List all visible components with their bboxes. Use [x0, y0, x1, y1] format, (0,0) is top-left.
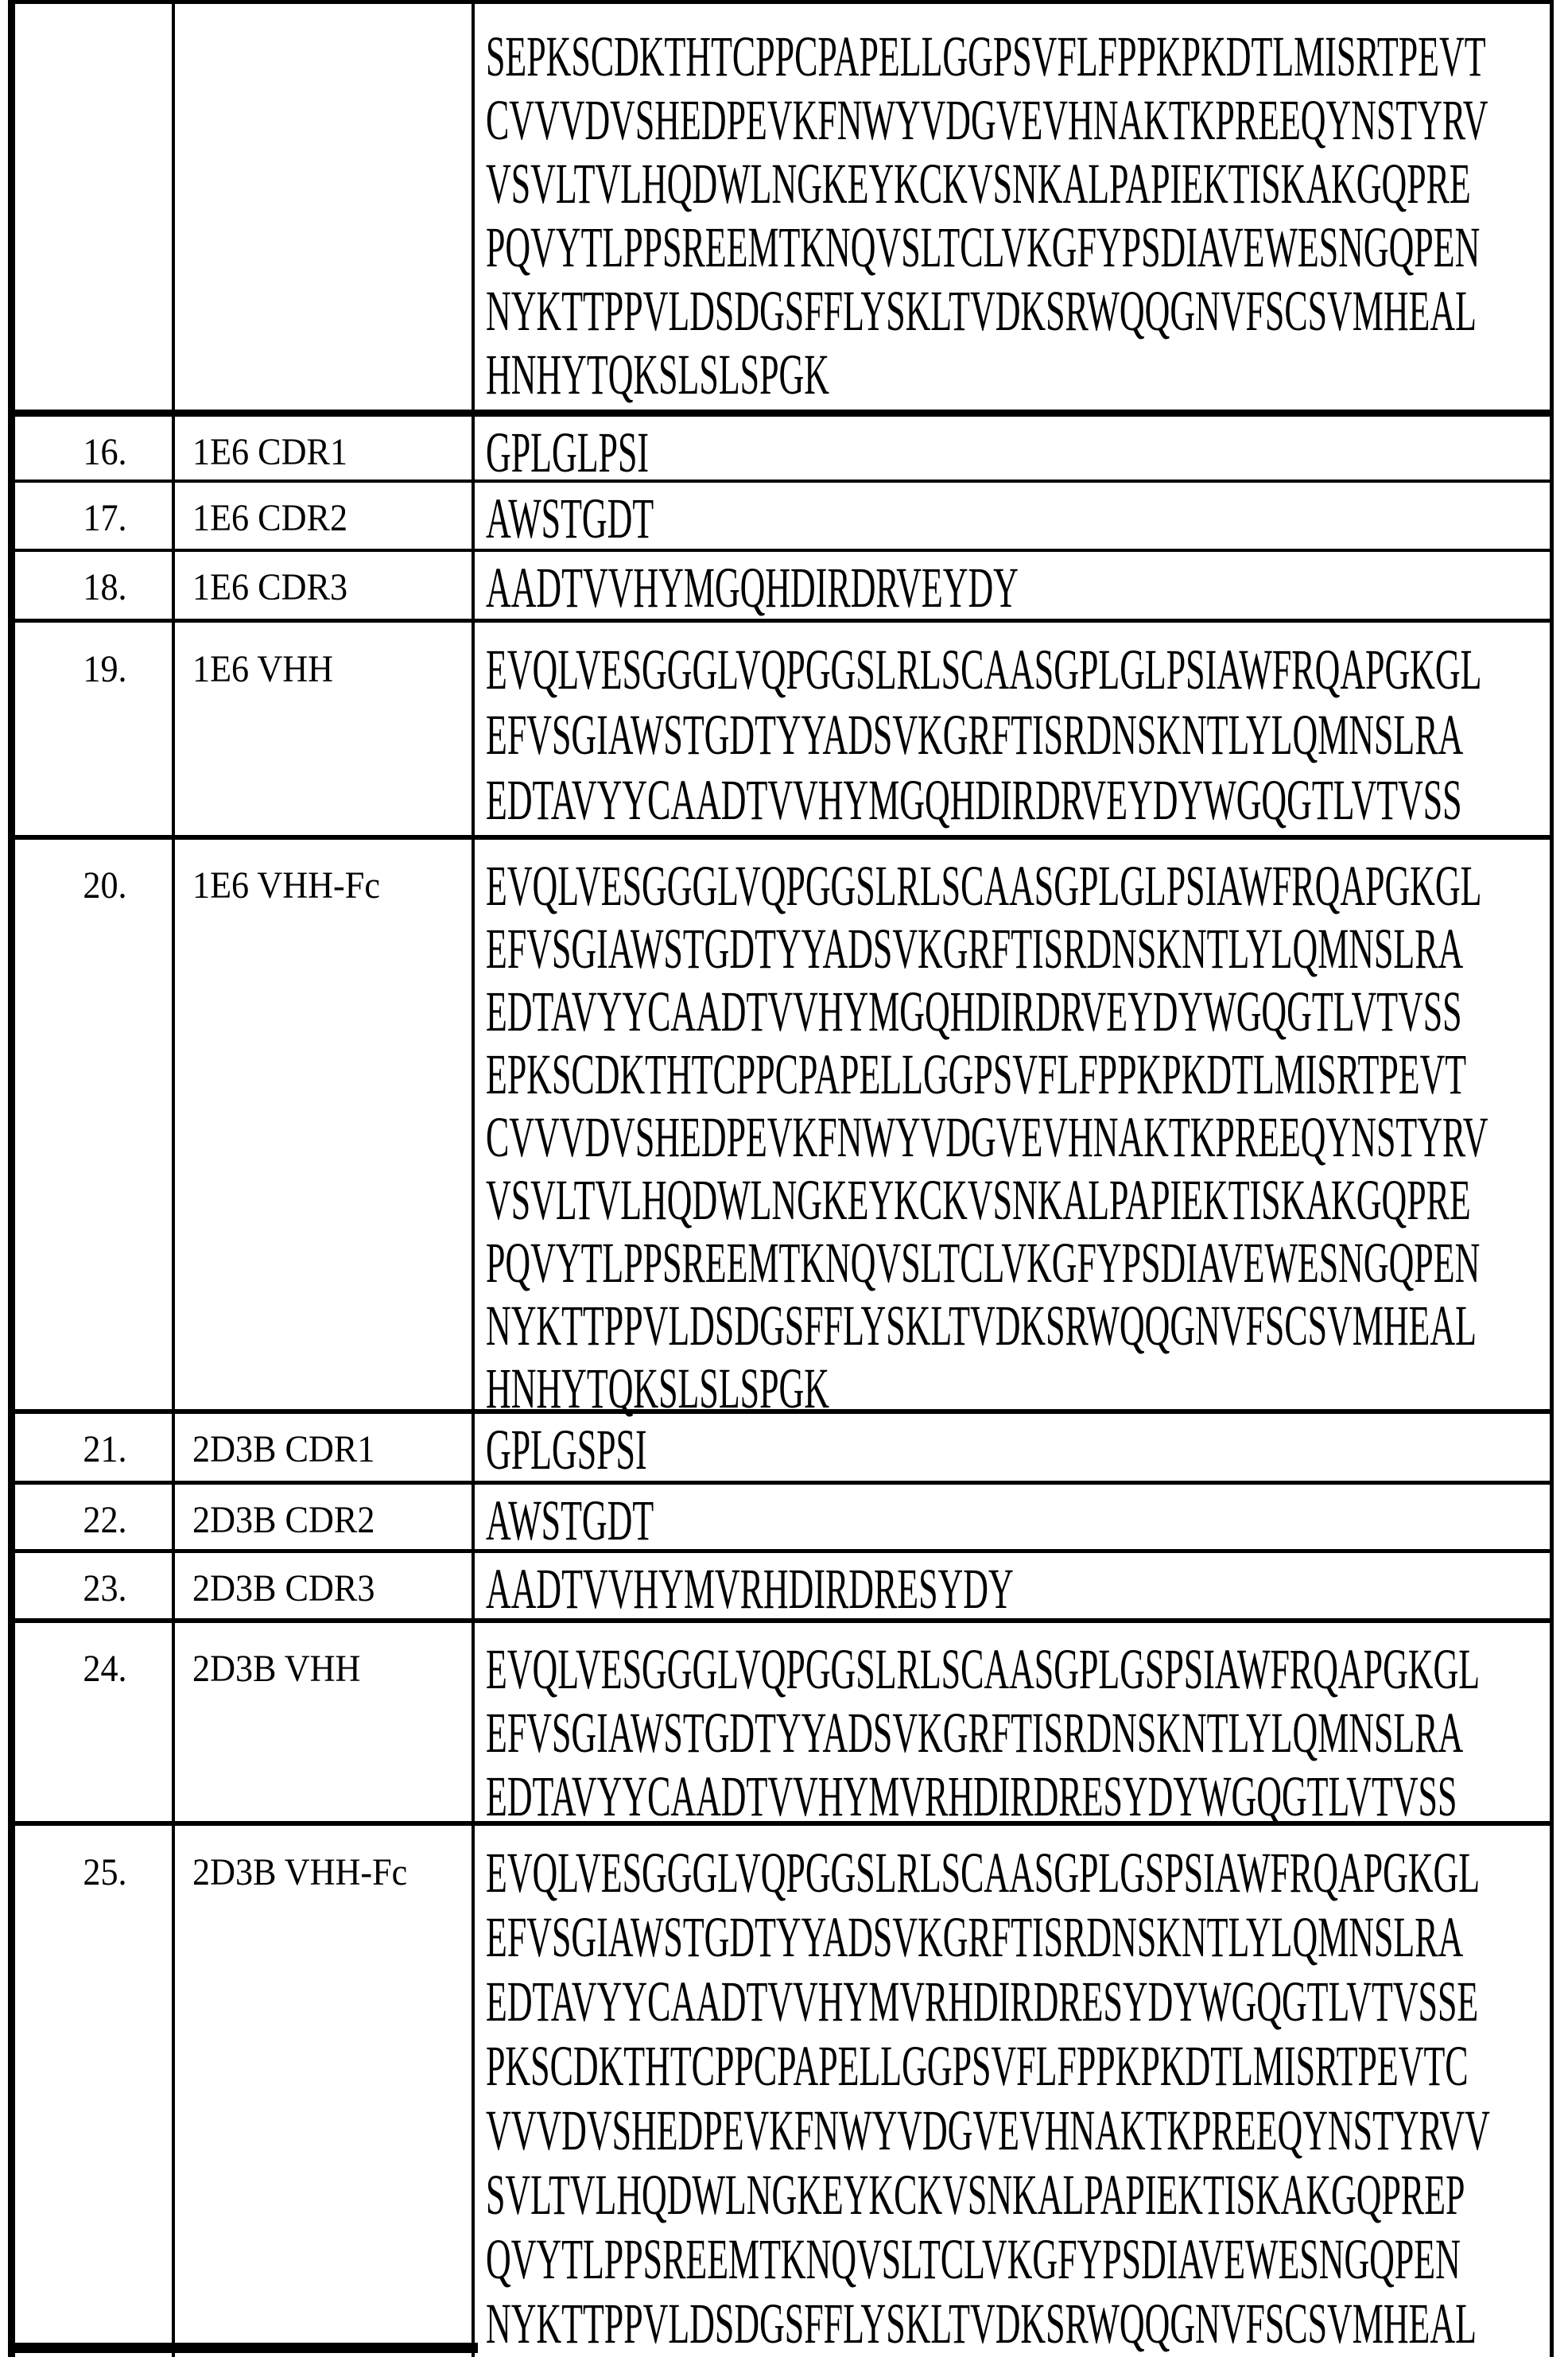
sequence-text: EPKSCDKTHTCPPCPAPELLGGPSVFLFPPKPKDTLMISRTPEVT: [486, 1042, 1467, 1106]
sequence-name: 1E6 CDR3: [192, 566, 348, 608]
sequence-text: EFVSGIAWSTGDTYYADSVKGRFTISRDNSKNTLYLQMNSLRA: [486, 1701, 1464, 1765]
row-number-cell: [15, 1414, 175, 1481]
row-number: 19.: [82, 648, 127, 690]
sequence-text: CVVVDVSHEDPEVKFNWYVDGVEVHNAKTKPREEQYNSTYRV: [486, 88, 1488, 152]
row-number: 22.: [82, 1499, 127, 1541]
sequence-line: [486, 637, 1554, 702]
sequence-text: PKSCDKTHTCPPCPAPELLGGPSVFLFPPKPKDTLMISRTPEVTC: [486, 2033, 1469, 2098]
row-number-cell: [15, 1553, 175, 1618]
sequence-line: [486, 1765, 1554, 1828]
sequence-line: [486, 1489, 1550, 1552]
sequence-table: [8, 0, 1554, 2357]
sequence-text: AADTVVHYMVRHDIRDRESYDY: [486, 1557, 1014, 1621]
sequence-line: [486, 556, 1550, 619]
row-number-cell: [15, 483, 175, 549]
sequence-line: [486, 1231, 1554, 1294]
sequence-line: [486, 1105, 1554, 1168]
sequence-name: 2D3B CDR1: [192, 1428, 375, 1470]
row-number-line: [37, 560, 172, 615]
sequence-text: NYKTTPPVLDSDGSFFLYSKLTVDKSRWQQGNVFSCSVMHEAL: [486, 279, 1477, 343]
sequence-text: EVQLVESGGGLVQPGGSLRLSCAASGPLGLPSIAWFRQAPGKGL: [486, 638, 1482, 701]
row-number: 16.: [82, 431, 127, 473]
sequence-cell: [475, 1414, 1550, 1481]
sequence-name-line: [192, 1637, 472, 1701]
sequence-name: 1E6 VHH: [192, 648, 334, 690]
sequence-line: [486, 2227, 1554, 2291]
sequence-cell: [475, 623, 1554, 835]
sequence-line: [486, 1043, 1554, 1105]
sequence-name: 2D3B CDR3: [192, 1567, 375, 1610]
sequence-text: EFVSGIAWSTGDTYYADSVKGRFTISRDNSKNTLYLQMNSLRA: [486, 1905, 1464, 1969]
sequence-name-cell: [175, 1485, 475, 1549]
sequence-name-cell: [175, 623, 475, 835]
sequence-name-cell: [175, 552, 475, 619]
sequence-line: [486, 702, 1554, 767]
sequence-name-line: [192, 1561, 472, 1617]
row-number-cell: [15, 552, 175, 619]
sequence-line: [486, 1168, 1554, 1231]
sequence-text: EVQLVESGGGLVQPGGSLRLSCAASGPLGSPSIAWFRQAPGKGL: [486, 1840, 1481, 1905]
sequence-line: [486, 2033, 1554, 2098]
row-number-line: [37, 1637, 172, 1701]
table-row: [15, 1821, 1550, 2357]
row-number-line: [37, 637, 172, 702]
sequence-text: VSVLTVLHQDWLNGKEYKCKVSNKALPAPIEKTISKAKGQPRE: [486, 152, 1471, 216]
table-row: [15, 549, 1550, 619]
row-number-cell: [15, 1826, 175, 2357]
row-number: 21.: [82, 1428, 127, 1470]
sequence-text: VVVDVSHEDPEVKFNWYVDGVEVHNAKTKPREEQYNSTYRVV: [486, 2098, 1490, 2162]
sequence-name-line: [192, 1422, 472, 1477]
sequence-text: HNHYTQKSLSLSPGK: [486, 343, 829, 406]
sequence-text: GPLGLPSI: [486, 421, 649, 484]
row-number-cell: [15, 840, 175, 1419]
table-row: [15, 1549, 1550, 1621]
row-number-line: [37, 1561, 172, 1617]
sequence-cell: [475, 552, 1550, 619]
row-number: 18.: [82, 566, 127, 608]
sequence-line: [486, 1905, 1554, 1969]
sequence-text: AADTVVHYMGQHDIRDRVEYDY: [486, 556, 1019, 619]
sequence-line: [486, 421, 1550, 484]
sequence-name-line: [192, 491, 472, 546]
sequence-text: AWSTGDT: [486, 1489, 654, 1552]
sequence-text: GPLGSPSI: [486, 1418, 647, 1481]
sequence-cell: [475, 417, 1550, 484]
row-number-line: [37, 491, 172, 546]
sequence-text: EDTAVYYCAADTVVHYMGQHDIRDRVEYDYWGQGTLVTVSS: [486, 768, 1462, 832]
row-number-cell: [15, 1485, 175, 1549]
sequence-line: [486, 2098, 1554, 2162]
row-number: 25.: [82, 1850, 127, 1893]
sequence-line: [486, 2162, 1554, 2227]
sequence-text: EFVSGIAWSTGDTYYADSVKGRFTISRDNSKNTLYLQMNSLRA: [486, 916, 1464, 980]
sequence-line: [486, 216, 1554, 279]
sequence-name-line: [192, 1840, 472, 1905]
row-number-line: [37, 854, 172, 917]
sequence-line: [486, 1294, 1554, 1357]
sequence-line: [486, 1840, 1554, 1905]
sequence-name-line: [192, 425, 472, 480]
row-number-cell: [15, 1623, 175, 1828]
sequence-text: VSVLTVLHQDWLNGKEYKCKVSNKALPAPIEKTISKAKGQPRE: [486, 1167, 1471, 1232]
sequence-name: 2D3B VHH: [192, 1648, 361, 1690]
sequence-text: EVQLVESGGGLVQPGGSLRLSCAASGPLGSPSIAWFRQAPGKGL: [486, 1637, 1481, 1701]
row-number-line: [37, 1840, 172, 1905]
sequence-line: [486, 854, 1554, 917]
sequence-name: 2D3B CDR2: [192, 1499, 375, 1541]
sequence-line: [486, 2291, 1554, 2355]
row-number-cell: [15, 417, 175, 480]
sequence-line: [486, 25, 1554, 88]
sequence-text: SEPKSCDKTHTCPPCPAPELLGGPSVFLFPPKPKDTLMISRTPEVT: [486, 25, 1486, 88]
sequence-line: [486, 767, 1554, 833]
table-row: [15, 4, 1550, 410]
sequence-line: [486, 917, 1554, 980]
sequence-name-cell: [175, 840, 475, 1419]
sequence-line: [486, 1969, 1554, 2033]
sequence-name-line: [192, 1493, 472, 1548]
sequence-text: AWSTGDT: [486, 487, 654, 550]
sequence-line: [486, 1357, 1554, 1419]
table-row: [15, 410, 1550, 484]
sequence-text: SVLTVLHQDWLNGKEYKCKVSNKALPAPIEKTISKAKGQPREP: [486, 2162, 1465, 2227]
sequence-cell: [475, 840, 1554, 1419]
sequence-name-cell: [175, 417, 475, 480]
table-row: [15, 835, 1550, 1420]
sequence-text: EDTAVYYCAADTVVHYMVRHDIRDRESYDYWGQGTLVTVSSE: [486, 1969, 1479, 2033]
sequence-cell: [475, 1623, 1554, 1828]
sequence-line: [486, 152, 1554, 216]
row-number-cell: [15, 623, 175, 835]
sequence-name-cell: [175, 4, 475, 410]
sequence-line: [486, 1701, 1554, 1765]
sequence-name-cell: [175, 483, 475, 549]
row-number: 20.: [82, 864, 127, 907]
sequence-cell: [475, 4, 1554, 410]
sequence-text: EDTAVYYCAADTVVHYMVRHDIRDRESYDYWGQGTLVTVSS: [486, 1765, 1457, 1828]
row-number-line: [37, 425, 172, 480]
sequence-text: HNHYTQKSLSLSPGK: [486, 1356, 829, 1420]
sequence-line: [486, 1637, 1554, 1701]
row-number-line: [37, 1493, 172, 1548]
sequence-cell: [475, 1553, 1550, 1621]
sequence-text: NYKTTPPVLDSDGSFFLYSKLTVDKSRWQQGNVFSCSVMHEAL: [486, 1293, 1477, 1357]
sequence-line: [486, 1557, 1550, 1621]
sequence-name-cell: [175, 1553, 475, 1618]
sequence-name: 2D3B VHH-Fc: [192, 1850, 408, 1893]
sequence-text: EDTAVYYCAADTVVHYMGQHDIRDRVEYDYWGQGTLVTVSS: [486, 979, 1462, 1043]
sequence-text: EFVSGIAWSTGDTYYADSVKGRFTISRDNSKNTLYLQMNSLRA: [486, 703, 1464, 767]
table-bottom-border-segment: [8, 2343, 478, 2353]
sequence-line: [486, 1418, 1550, 1481]
row-number-cell: [15, 4, 175, 410]
sequence-name-cell: [175, 1826, 475, 2357]
sequence-name-line: [192, 637, 472, 702]
sequence-text: PQVYTLPPSREEMTKNQVSLTCLVKGFYPSDIAVEWESNGQPEN: [486, 1230, 1481, 1295]
table-row: [15, 480, 1550, 549]
sequence-line: [486, 487, 1550, 550]
sequence-text: NYKTTPPVLDSDGSFFLYSKLTVDKSRWQQGNVFSCSVMHEAL: [486, 2291, 1477, 2355]
sequence-name-line: [192, 560, 472, 615]
row-number-line: [37, 1422, 172, 1477]
sequence-name: 1E6 VHH-Fc: [192, 864, 380, 907]
sequence-name-cell: [175, 1623, 475, 1828]
sequence-text: PQVYTLPPSREEMTKNQVSLTCLVKGFYPSDIAVEWESNGQPEN: [486, 216, 1481, 279]
row-number: 24.: [82, 1648, 127, 1690]
sequence-text: CVVVDVSHEDPEVKFNWYVDGVEVHNAKTKPREEQYNSTYRV: [486, 1105, 1488, 1169]
sequence-name-line: [192, 854, 472, 917]
sequence-line: [486, 279, 1554, 343]
sequence-line: [486, 343, 1554, 406]
sequence-name: 1E6 CDR2: [192, 497, 348, 539]
sequence-line: [486, 88, 1554, 152]
table-row: [15, 1409, 1550, 1481]
sequence-text: EVQLVESGGGLVQPGGSLRLSCAASGPLGLPSIAWFRQAPGKGL: [486, 853, 1482, 918]
table-row: [15, 619, 1550, 835]
sequence-name: 1E6 CDR1: [192, 431, 348, 473]
sequence-cell: [475, 483, 1550, 549]
table-row: [15, 1481, 1550, 1552]
sequence-line: [486, 980, 1554, 1043]
row-number: 17.: [82, 497, 127, 539]
row-number: 23.: [82, 1567, 127, 1610]
sequence-cell: [475, 1485, 1550, 1552]
table-row: [15, 1618, 1550, 1828]
sequence-text: QVYTLPPSREEMTKNQVSLTCLVKGFYPSDIAVEWESNGQPEN: [486, 2227, 1461, 2291]
sequence-cell: [475, 1826, 1554, 2357]
sequence-name-cell: [175, 1414, 475, 1481]
